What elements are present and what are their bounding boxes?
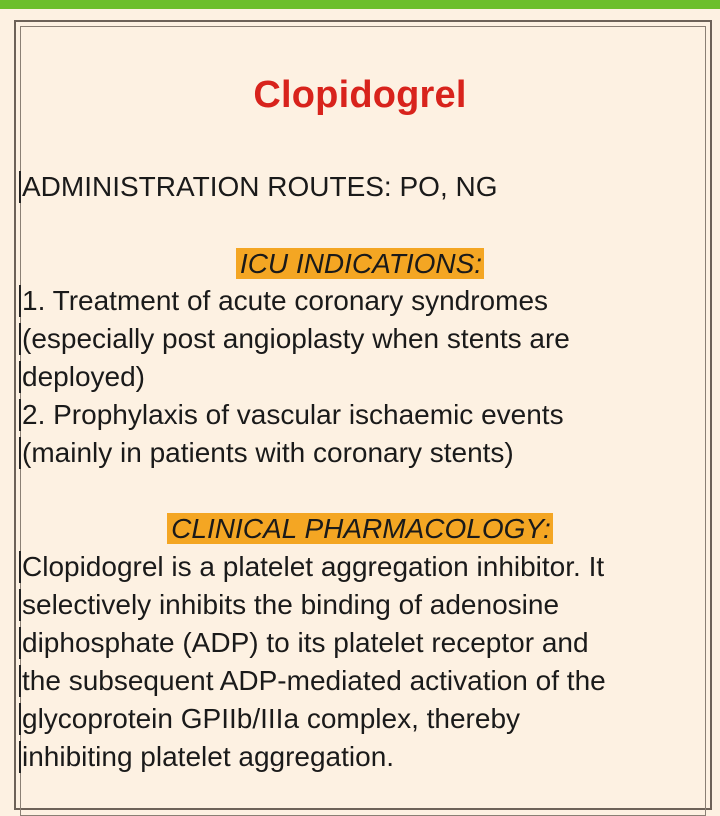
indication-line: 1. Treatment of acute coronary syndromes <box>22 282 548 320</box>
pharmacology-line: Clopidogrel is a platelet aggregation inhibitor. It <box>22 548 604 586</box>
pharmacology-line: selectively inhibits the binding of adenosine <box>22 586 559 624</box>
indication-line: (mainly in patients with coronary stents) <box>22 434 514 472</box>
pharmacology-line: inhibiting platelet aggregation. <box>22 738 394 776</box>
drug-title: Clopidogrel <box>253 74 467 116</box>
clinical-pharmacology-heading <box>0 511 720 547</box>
top-accent-bar <box>0 0 720 9</box>
icu-indications-heading <box>0 246 720 282</box>
administration-routes: ADMINISTRATION ROUTES: PO, NG <box>22 168 498 206</box>
icu-indications-heading-text: ICU INDICATIONS: <box>236 248 484 279</box>
indication-line: 2. Prophylaxis of vascular ischaemic events <box>22 396 564 434</box>
indication-line: deployed) <box>22 358 145 396</box>
pharmacology-line: the subsequent ADP-mediated activation of the <box>22 662 606 700</box>
pharmacology-line: diphosphate (ADP) to its platelet receptor and <box>22 624 589 662</box>
clinical-pharmacology-heading-text: CLINICAL PHARMACOLOGY: <box>167 513 553 544</box>
pharmacology-line: glycoprotein GPIIb/IIIa complex, thereby <box>22 700 520 738</box>
indication-line: (especially post angioplasty when stents are <box>22 320 570 358</box>
